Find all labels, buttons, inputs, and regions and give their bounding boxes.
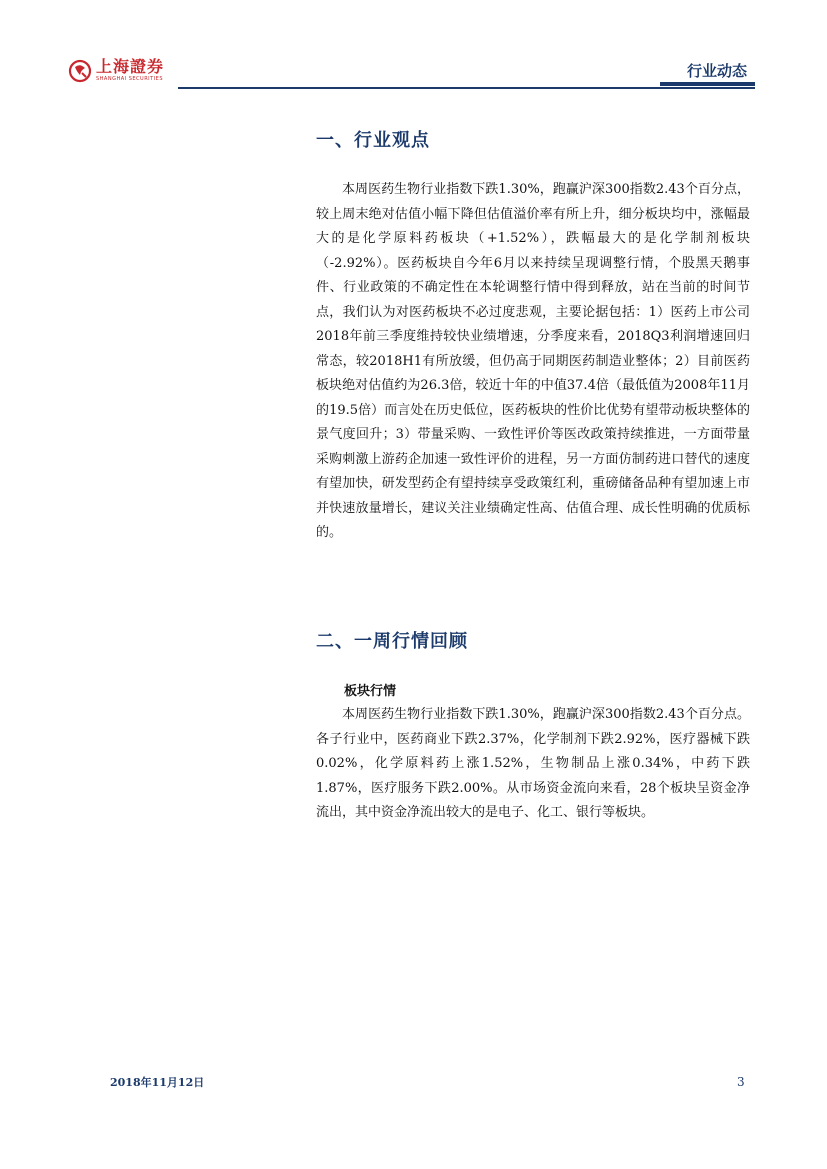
subheading-sector-market: 板块行情 [344, 684, 397, 699]
page-header [0, 0, 827, 100]
report-date: 2018年11月12日 [110, 1076, 205, 1089]
header-divider-accent [660, 82, 755, 86]
logo-english-name: SHANGHAI SECURITIES [96, 76, 164, 82]
company-logo [68, 58, 164, 83]
header-divider [178, 87, 755, 89]
industry-view-paragraph: 本周医药生物行业指数下跌1.30%，跑赢沪深300指数2.43个百分点，较上周末绝对估值小幅下降但估值溢价率有所上升，细分板块均中，涨幅最大的是化学原料药板块（+1.52%），跌幅最大的是化学制剂板块（-2.92%）。医药板块自今年6月以来持续呈现调整行情，个股黑天鹅事件、行业政策的不确定性在本轮调整行情中得到释放，站在当前的时间节点，我们认为对医药板块不必过度悲观，主要论据包括：1）医药上市公司2018年前三季度维持较快业绩增速，分季度来看，2018Q3利润增速回归常态，较2018H1有所放缓，但仍高于同期医药制造业整体；2）目前医药板块绝对估值约为26.3倍，较近十年的中值37.4倍（最低值为2008年11月的19.5倍）而言处在历史低位，医药板块的性价比优势有望带动板块整体的景气度回升；3）带量采购、一致性评价等医改政策持续推进，一方面带量采购刺激上游药企加速一致性评价的进程，另一方面仿制药进口替代的速度有望加快，研发型药企有望持续享受政策红利，重磅储备品种有望加速上市并快速放量增长，建议关注业绩确定性高、估值合理、成长性明确的优质标的。 [316, 182, 750, 540]
logo-chinese-name: 上海證券 [96, 57, 165, 76]
weekly-review-paragraph: 本周医药生物行业指数下跌1.30%，跑赢沪深300指数2.43个百分点。各子行业中，医药商业下跌2.37%，化学制剂下跌2.92%，医疗器械下跌0.02%，化学原料药上涨1.52%，生物制品上涨0.34%，中药下跌1.87%，医疗服务下跌2.00%。从市场资金流向来看，28个板块呈资金净流出，其中资金净流出较大的是电子、化工、银行等板块。 [316, 707, 750, 820]
page-number: 3 [737, 1075, 745, 1089]
section-title-industry-view: 一、行业观点 [316, 130, 430, 151]
report-type-label: 行业动态 [686, 62, 747, 80]
logo-emblem-icon [68, 59, 92, 83]
section-title-weekly-review: 二、一周行情回顾 [316, 631, 468, 652]
